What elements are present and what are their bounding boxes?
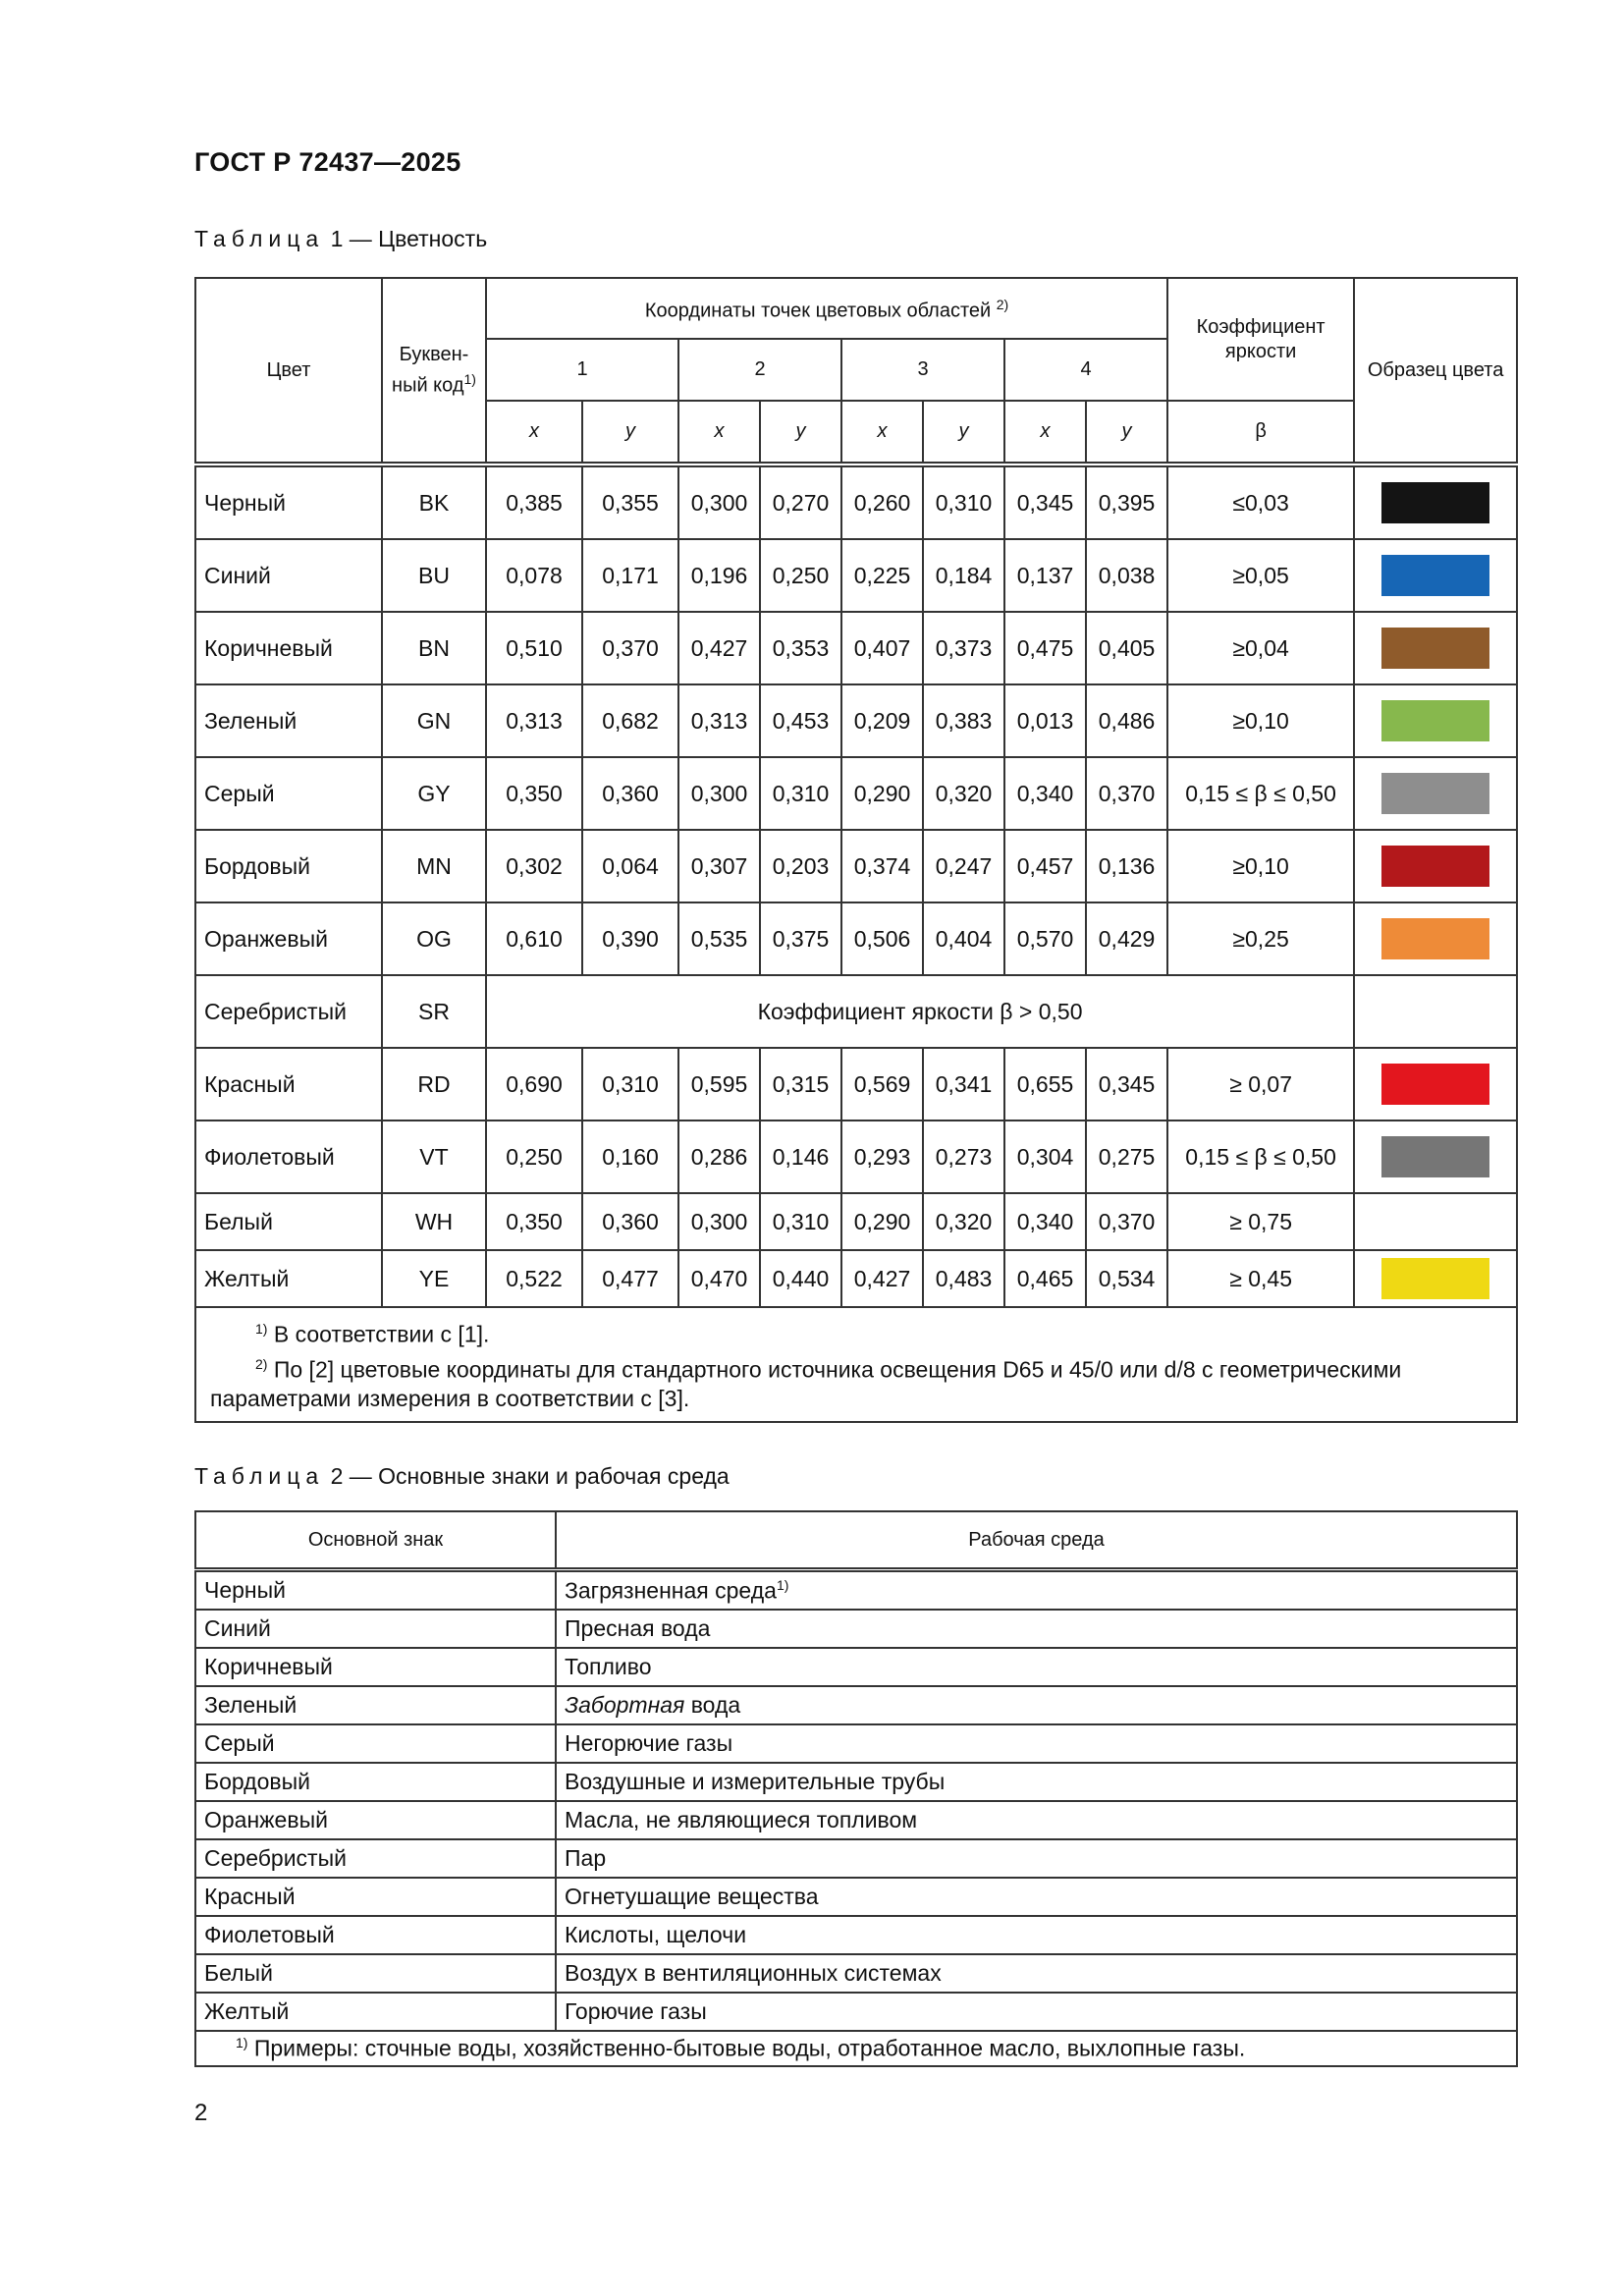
color-code-cell: GN (382, 684, 486, 757)
table1-caption (194, 226, 487, 252)
color-code-cell: GY (382, 757, 486, 830)
coord-y-cell: 0,160 (582, 1121, 678, 1193)
table-row (195, 1250, 1517, 1307)
header-x: x (678, 401, 760, 465)
coord-y-cell: 0,136 (1086, 830, 1167, 902)
color-name-cell: Серебристый (195, 975, 382, 1048)
coord-x-cell: 0,300 (678, 1193, 760, 1250)
color-name-cell: Оранжевый (195, 902, 382, 975)
table-row (195, 1801, 1517, 1839)
table-row (195, 1048, 1517, 1121)
coord-x-cell: 0,345 (1004, 465, 1086, 539)
color-code-cell: RD (382, 1048, 486, 1121)
header-code (382, 278, 486, 465)
coord-y-cell: 0,315 (760, 1048, 841, 1121)
brightness-cell: ≥0,25 (1167, 902, 1354, 975)
brightness-cell: ≥0,05 (1167, 539, 1354, 612)
coord-x-cell: 0,304 (1004, 1121, 1086, 1193)
coord-x-cell: 0,013 (1004, 684, 1086, 757)
color-code-cell: BN (382, 612, 486, 684)
coord-y-cell: 0,370 (1086, 757, 1167, 830)
color-code-cell: MN (382, 830, 486, 902)
sign-cell: Коричневый (195, 1648, 556, 1686)
medium-text: Негорючие газы (565, 1730, 733, 1756)
header-medium: Рабочая среда (556, 1511, 1517, 1570)
coord-x-cell: 0,300 (678, 757, 760, 830)
coord-y-cell: 0,370 (1086, 1193, 1167, 1250)
document-title: ГОСТ Р 72437—2025 (194, 147, 461, 177)
coord-x-cell: 0,522 (486, 1250, 582, 1307)
coord-y-cell: 0,383 (923, 684, 1004, 757)
color-swatch (1381, 1258, 1489, 1299)
coord-x-cell: 0,570 (1004, 902, 1086, 975)
header-point-2: 2 (678, 339, 841, 401)
coord-y-cell: 0,440 (760, 1250, 841, 1307)
coord-y-cell: 0,038 (1086, 539, 1167, 612)
header-sample: Образец цвета (1354, 278, 1517, 465)
coord-y-cell: 0,404 (923, 902, 1004, 975)
coord-y-cell: 0,270 (760, 465, 841, 539)
coord-x-cell: 0,260 (841, 465, 923, 539)
coord-y-cell: 0,310 (760, 1193, 841, 1250)
coord-y-cell: 0,370 (582, 612, 678, 684)
medium-text: Воздух в вентиляционных системах (565, 1960, 942, 1986)
table-row (195, 1916, 1517, 1954)
coord-x-cell: 0,427 (678, 612, 760, 684)
color-swatch (1381, 700, 1489, 741)
color-sample-cell (1354, 975, 1517, 1048)
table-row (195, 1878, 1517, 1916)
header-y: y (1086, 401, 1167, 465)
coord-y-cell: 0,483 (923, 1250, 1004, 1307)
table2-caption-prefix: Таблица (194, 1463, 325, 1489)
color-swatch (1381, 846, 1489, 887)
table-row (195, 684, 1517, 757)
color-code-cell: BK (382, 465, 486, 539)
color-sample-cell (1354, 1121, 1517, 1193)
sign-cell: Бордовый (195, 1763, 556, 1801)
signs-table-body (195, 1570, 1517, 2032)
header-x: x (1004, 401, 1086, 465)
color-sample-cell (1354, 830, 1517, 902)
table-row (195, 1724, 1517, 1763)
table-row (195, 975, 1517, 1048)
coord-y-cell: 0,375 (760, 902, 841, 975)
medium-text: Загрязненная среда (565, 1577, 777, 1604)
color-swatch (1381, 482, 1489, 523)
medium-text: вода (690, 1692, 741, 1718)
coord-x-cell: 0,475 (1004, 612, 1086, 684)
coord-x-cell: 0,569 (841, 1048, 923, 1121)
color-name-cell: Красный (195, 1048, 382, 1121)
sign-cell: Фиолетовый (195, 1916, 556, 1954)
color-name-cell: Черный (195, 465, 382, 539)
coord-x-cell: 0,610 (486, 902, 582, 975)
table-row (195, 1993, 1517, 2031)
medium-cell (556, 1954, 1517, 1993)
brightness-cell: 0,15 ≤ β ≤ 0,50 (1167, 1121, 1354, 1193)
header-y: y (760, 401, 841, 465)
coord-y-cell: 0,390 (582, 902, 678, 975)
chromaticity-table (194, 277, 1518, 1423)
header-brightness: Коэффициент яркости (1167, 278, 1354, 401)
merged-brightness-cell: Коэффициент яркости β > 0,50 (486, 975, 1354, 1048)
header-beta: β (1167, 401, 1354, 465)
sign-cell: Желтый (195, 1993, 556, 2031)
coord-y-cell: 0,395 (1086, 465, 1167, 539)
coord-x-cell: 0,340 (1004, 1193, 1086, 1250)
coord-y-cell: 0,453 (760, 684, 841, 757)
coord-x-cell: 0,250 (486, 1121, 582, 1193)
header-y: y (923, 401, 1004, 465)
medium-footnote-sup: 1) (776, 1576, 789, 1593)
medium-cell (556, 1763, 1517, 1801)
footnote-2-text: По [2] цветовые координаты для стандартного источника освещения D65 и 45/0 или d/8 с геометрическими параметрами измерения в соответствии с [3]. (210, 1356, 1402, 1412)
header-coords (486, 278, 1167, 339)
table-row (195, 1648, 1517, 1686)
coord-y-cell: 0,310 (923, 465, 1004, 539)
coord-y-cell: 0,250 (760, 539, 841, 612)
coord-y-cell: 0,310 (760, 757, 841, 830)
color-swatch (1381, 918, 1489, 959)
color-name-cell: Желтый (195, 1250, 382, 1307)
medium-cell (556, 1916, 1517, 1954)
table2-footnote-sup: 1) (236, 2035, 248, 2051)
coord-y-cell: 0,064 (582, 830, 678, 902)
table-row (195, 1839, 1517, 1878)
medium-cell (556, 1724, 1517, 1763)
brightness-cell: 0,15 ≤ β ≤ 0,50 (1167, 757, 1354, 830)
table-row (195, 612, 1517, 684)
table1-caption-text: 1 — Цветность (324, 226, 488, 251)
medium-text: Воздушные и измерительные трубы (565, 1769, 946, 1794)
table-row (195, 1121, 1517, 1193)
chromaticity-table-body (195, 465, 1517, 1307)
coord-y-cell: 0,203 (760, 830, 841, 902)
medium-text: Пресная вода (565, 1615, 711, 1641)
header-x: x (486, 401, 582, 465)
medium-cell (556, 1610, 1517, 1648)
coord-y-cell: 0,373 (923, 612, 1004, 684)
footnote-1-text: В соответствии с [1]. (267, 1321, 490, 1347)
table-row (195, 539, 1517, 612)
table1-footnote-2 (210, 1349, 1502, 1414)
coord-y-cell: 0,273 (923, 1121, 1004, 1193)
color-name-cell: Белый (195, 1193, 382, 1250)
footnote-1-sup: 1) (255, 1321, 268, 1337)
coord-x-cell: 0,307 (678, 830, 760, 902)
medium-text: Пар (565, 1845, 607, 1871)
table2-caption-text: 2 — Основные знаки и рабочая среда (324, 1463, 730, 1489)
sign-cell: Серебристый (195, 1839, 556, 1878)
color-name-cell: Зеленый (195, 684, 382, 757)
coord-x-cell: 0,407 (841, 612, 923, 684)
coord-y-cell: 0,360 (582, 1193, 678, 1250)
medium-text: Масла, не являющиеся топливом (565, 1807, 918, 1832)
coord-y-cell: 0,341 (923, 1048, 1004, 1121)
brightness-cell: ≥ 0,45 (1167, 1250, 1354, 1307)
coord-y-cell: 0,534 (1086, 1250, 1167, 1307)
coord-x-cell: 0,290 (841, 757, 923, 830)
color-swatch (1381, 773, 1489, 814)
table-row (195, 757, 1517, 830)
sign-cell: Черный (195, 1570, 556, 1611)
sign-cell: Серый (195, 1724, 556, 1763)
coord-x-cell: 0,196 (678, 539, 760, 612)
coord-y-cell: 0,184 (923, 539, 1004, 612)
footnote-2-sup: 2) (255, 1355, 268, 1372)
table-row (195, 1954, 1517, 1993)
brightness-cell: ≥0,10 (1167, 684, 1354, 757)
color-sample-cell (1354, 612, 1517, 684)
sign-cell: Зеленый (195, 1686, 556, 1724)
color-swatch (1381, 1136, 1489, 1177)
coord-y-cell: 0,486 (1086, 684, 1167, 757)
medium-text: Кислоты, щелочи (565, 1922, 747, 1947)
coord-y-cell: 0,275 (1086, 1121, 1167, 1193)
sign-cell: Синий (195, 1610, 556, 1648)
coord-x-cell: 0,535 (678, 902, 760, 975)
header-code-text: Буквен-ный код (392, 343, 469, 397)
signs-and-media-table (194, 1510, 1518, 2067)
coord-y-cell: 0,682 (582, 684, 678, 757)
coord-y-cell: 0,405 (1086, 612, 1167, 684)
table1-caption-prefix: Таблица (194, 226, 325, 251)
coord-y-cell: 0,171 (582, 539, 678, 612)
medium-cell (556, 1801, 1517, 1839)
coord-x-cell: 0,293 (841, 1121, 923, 1193)
coord-x-cell: 0,300 (678, 465, 760, 539)
table-row (195, 830, 1517, 902)
coord-x-cell: 0,470 (678, 1250, 760, 1307)
sign-cell: Белый (195, 1954, 556, 1993)
table-row (195, 902, 1517, 975)
header-sign: Основной знак (195, 1511, 556, 1570)
coord-x-cell: 0,350 (486, 757, 582, 830)
coord-y-cell: 0,345 (1086, 1048, 1167, 1121)
coord-x-cell: 0,225 (841, 539, 923, 612)
brightness-cell: ≤0,03 (1167, 465, 1354, 539)
coord-y-cell: 0,310 (582, 1048, 678, 1121)
coord-x-cell: 0,506 (841, 902, 923, 975)
coord-x-cell: 0,313 (486, 684, 582, 757)
brightness-cell: ≥0,10 (1167, 830, 1354, 902)
coord-x-cell: 0,690 (486, 1048, 582, 1121)
table-row (195, 1686, 1517, 1724)
table2-caption (194, 1463, 730, 1490)
color-code-cell: WH (382, 1193, 486, 1250)
color-name-cell: Бордовый (195, 830, 382, 902)
medium-text: Топливо (565, 1654, 652, 1679)
coord-y-cell: 0,355 (582, 465, 678, 539)
page-number: 2 (194, 2100, 208, 2126)
coord-x-cell: 0,286 (678, 1121, 760, 1193)
coord-y-cell: 0,429 (1086, 902, 1167, 975)
color-sample-cell (1354, 539, 1517, 612)
coord-x-cell: 0,137 (1004, 539, 1086, 612)
coord-x-cell: 0,302 (486, 830, 582, 902)
medium-text: Огнетушащие вещества (565, 1884, 819, 1909)
color-swatch (1381, 628, 1489, 669)
coord-y-cell: 0,320 (923, 1193, 1004, 1250)
medium-cell (556, 1878, 1517, 1916)
color-code-cell: BU (382, 539, 486, 612)
header-coords-sup: 2) (996, 297, 1009, 313)
color-sample-cell (1354, 902, 1517, 975)
color-sample-cell (1354, 757, 1517, 830)
medium-cell (556, 1993, 1517, 2031)
header-code-sup: 1) (463, 370, 476, 387)
coord-x-cell: 0,427 (841, 1250, 923, 1307)
medium-cell (556, 1686, 1517, 1724)
color-sample-cell (1354, 465, 1517, 539)
color-name-cell: Синий (195, 539, 382, 612)
table-row (195, 1610, 1517, 1648)
color-sample-cell (1354, 1193, 1517, 1250)
coord-x-cell: 0,313 (678, 684, 760, 757)
table1-footnote-1 (210, 1314, 1502, 1349)
coord-y-cell: 0,360 (582, 757, 678, 830)
table-row (195, 465, 1517, 539)
medium-text: Горючие газы (565, 1998, 707, 2024)
coord-x-cell: 0,078 (486, 539, 582, 612)
brightness-cell: ≥ 0,75 (1167, 1193, 1354, 1250)
color-sample-cell (1354, 1048, 1517, 1121)
coord-y-cell: 0,247 (923, 830, 1004, 902)
color-sample-cell (1354, 684, 1517, 757)
sign-cell: Оранжевый (195, 1801, 556, 1839)
medium-cell (556, 1839, 1517, 1878)
table2-footnote-text: Примеры: сточные воды, хозяйственно-бытовые воды, отработанное масло, выхлопные газы. (247, 2035, 1246, 2061)
color-name-cell: Серый (195, 757, 382, 830)
table2-footnote (195, 2031, 1517, 2066)
coord-x-cell: 0,209 (841, 684, 923, 757)
color-sample-cell (1354, 1250, 1517, 1307)
brightness-cell: ≥0,04 (1167, 612, 1354, 684)
color-code-cell: OG (382, 902, 486, 975)
color-code-cell: VT (382, 1121, 486, 1193)
coord-x-cell: 0,350 (486, 1193, 582, 1250)
header-x: x (841, 401, 923, 465)
brightness-cell: ≥ 0,07 (1167, 1048, 1354, 1121)
header-color: Цвет (195, 278, 382, 465)
coord-x-cell: 0,374 (841, 830, 923, 902)
coord-x-cell: 0,385 (486, 465, 582, 539)
color-code-cell: SR (382, 975, 486, 1048)
table-row (195, 1763, 1517, 1801)
medium-cell (556, 1570, 1517, 1611)
color-name-cell: Фиолетовый (195, 1121, 382, 1193)
header-point-1: 1 (486, 339, 678, 401)
coord-y-cell: 0,353 (760, 612, 841, 684)
color-swatch (1381, 1064, 1489, 1105)
coord-x-cell: 0,655 (1004, 1048, 1086, 1121)
coord-y-cell: 0,477 (582, 1250, 678, 1307)
medium-cell (556, 1648, 1517, 1686)
color-code-cell: YE (382, 1250, 486, 1307)
coord-y-cell: 0,146 (760, 1121, 841, 1193)
header-y: y (582, 401, 678, 465)
coord-x-cell: 0,457 (1004, 830, 1086, 902)
table-row (195, 1193, 1517, 1250)
table1-footnotes (195, 1307, 1517, 1422)
header-point-4: 4 (1004, 339, 1167, 401)
table-row (195, 1570, 1517, 1611)
medium-italic-text: Забортная (565, 1692, 685, 1718)
coord-x-cell: 0,340 (1004, 757, 1086, 830)
coord-x-cell: 0,290 (841, 1193, 923, 1250)
header-coords-text: Координаты точек цветовых областей (644, 300, 992, 322)
coord-x-cell: 0,510 (486, 612, 582, 684)
sign-cell: Красный (195, 1878, 556, 1916)
coord-x-cell: 0,595 (678, 1048, 760, 1121)
color-name-cell: Коричневый (195, 612, 382, 684)
coord-y-cell: 0,320 (923, 757, 1004, 830)
color-swatch (1381, 555, 1489, 596)
coord-x-cell: 0,465 (1004, 1250, 1086, 1307)
header-point-3: 3 (841, 339, 1004, 401)
